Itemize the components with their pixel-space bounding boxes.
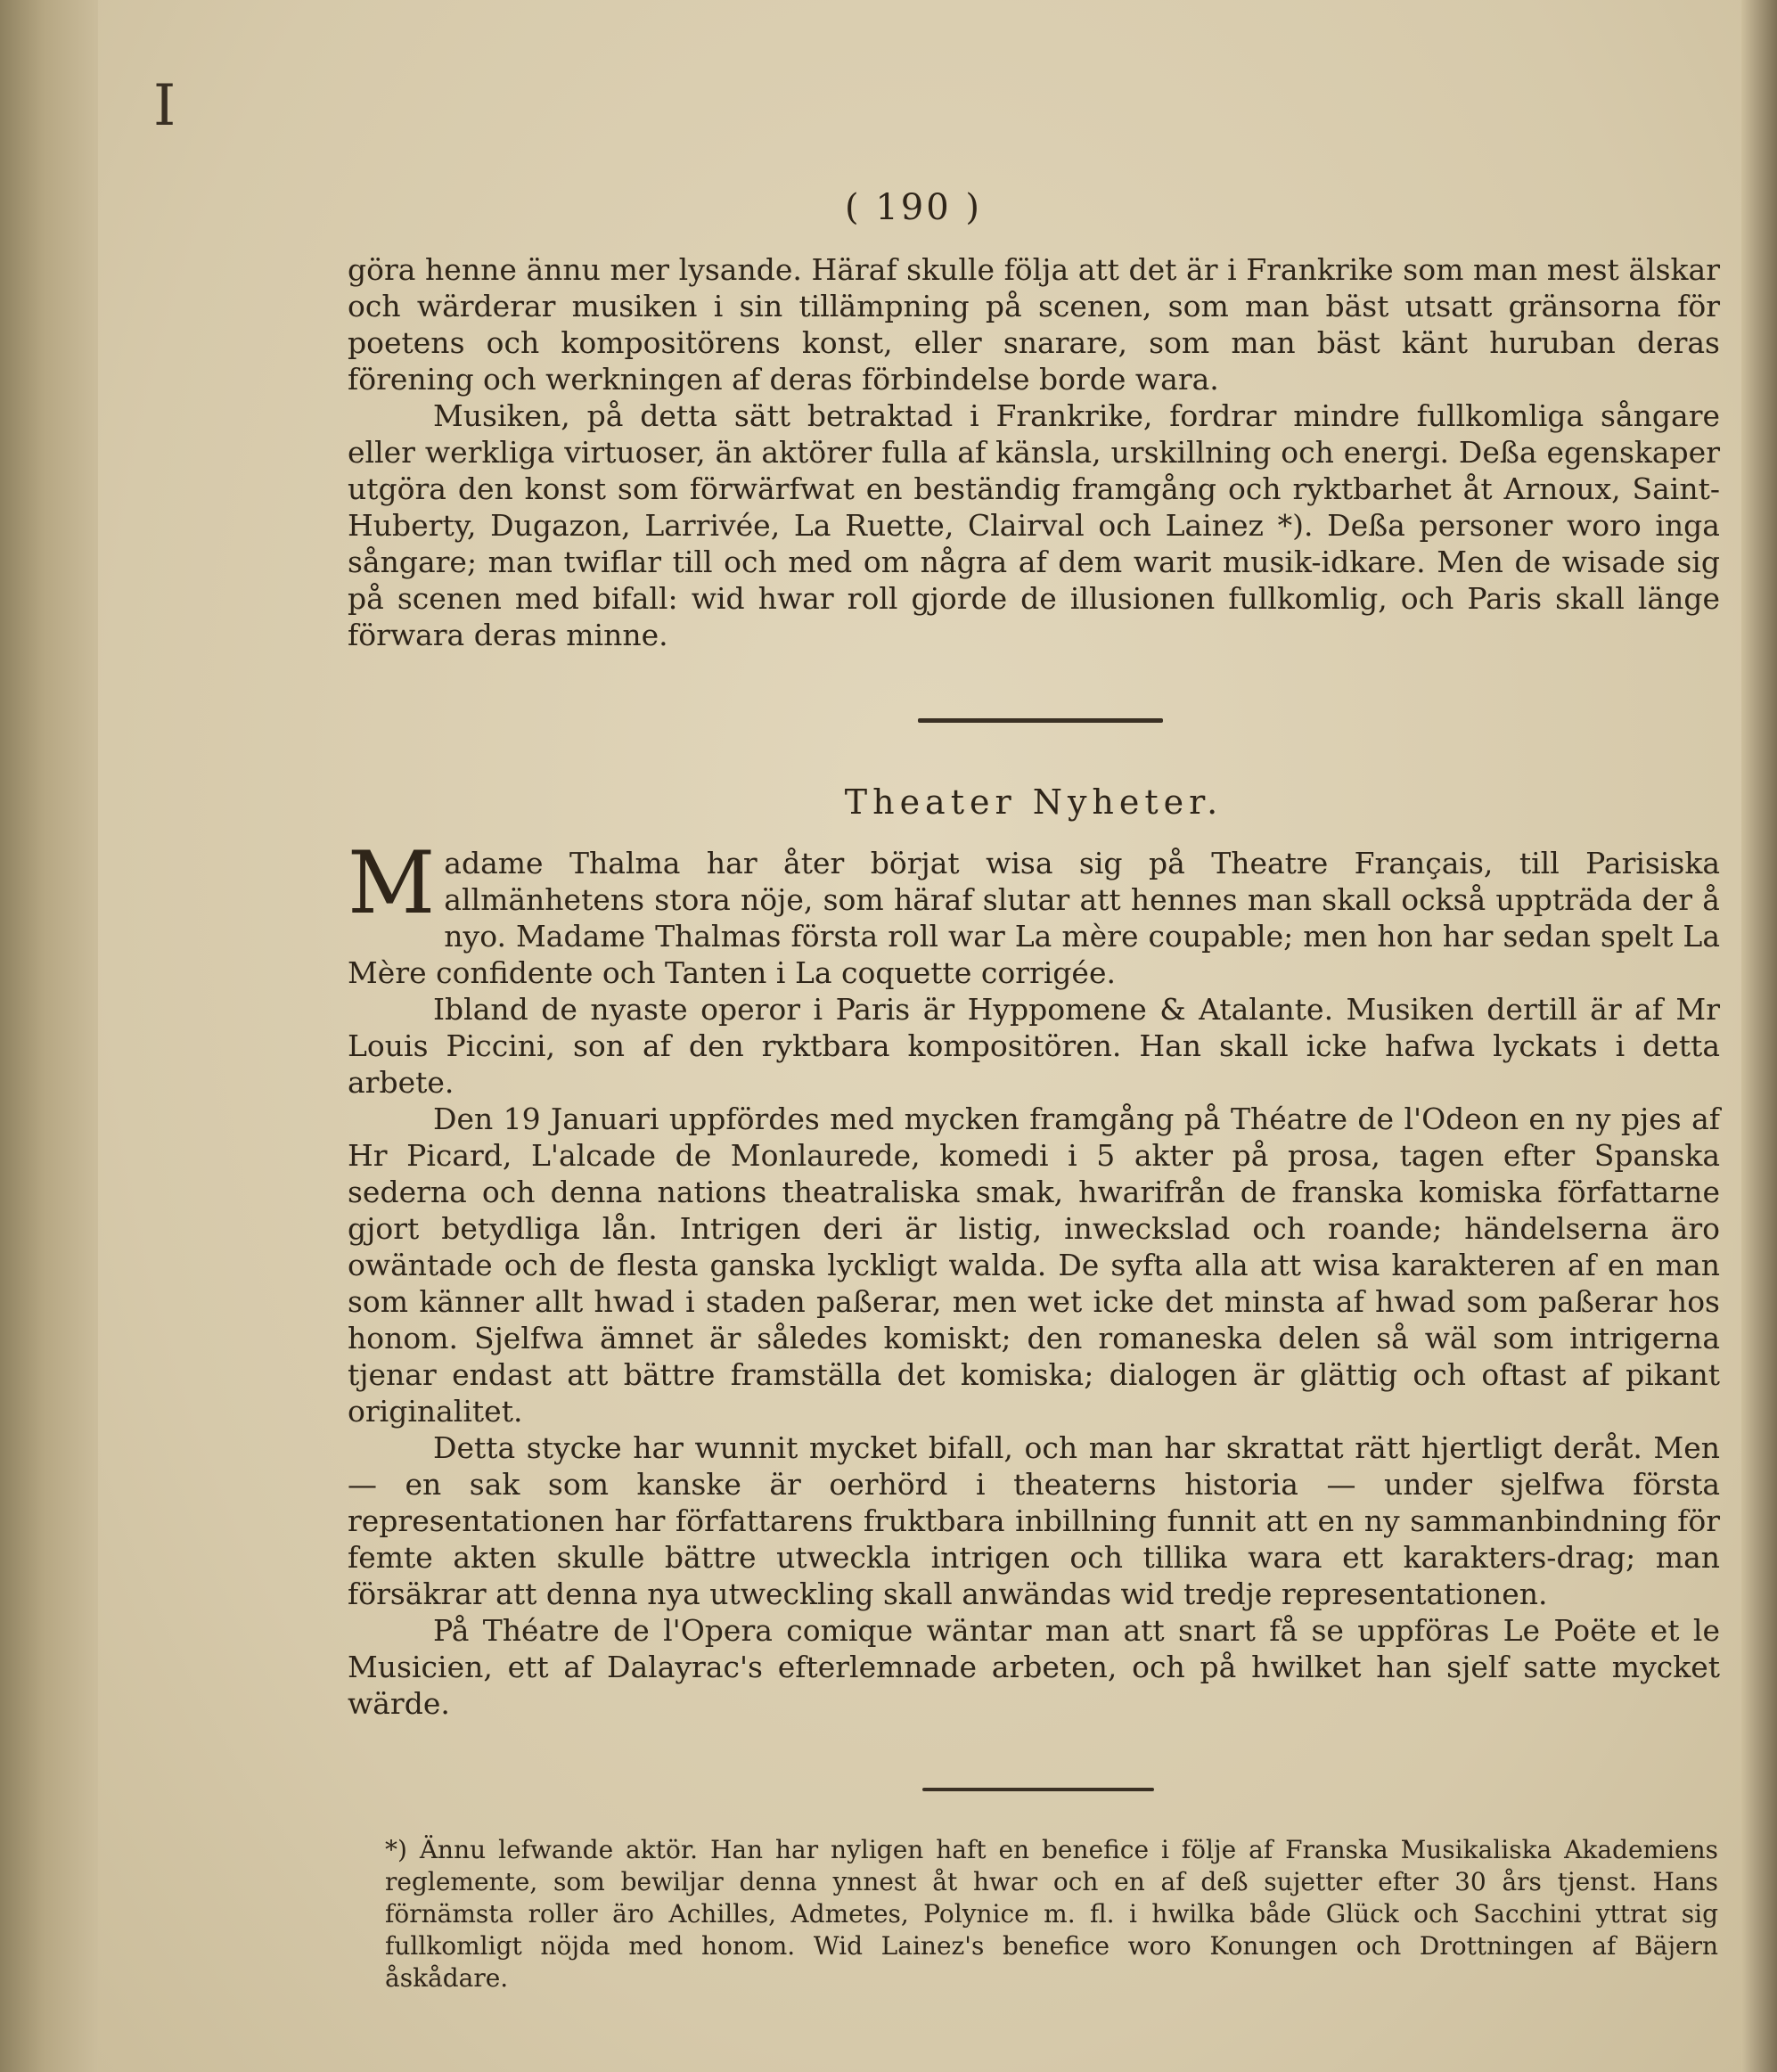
paragraph: Musiken, på detta sätt betraktad i Frankrike, fordrar mindre fullkomliga sångare eller werkliga virtuoser, än aktörer fulla af känsla, urskillning och energi. Deßa egenskaper utgöra den konst som förwärfwat en beständig framgång och ryktbarhet åt Arnoux, Saint-Huberty, Dugazon, Larrivée, La Ruette, Clairval och Lainez *). Deßa personer woro inga sångare; man twiflar till och med om några af dem warit musik-idkare. Men de wisade sig på scenen med bifall: wid hwar roll gjorde de illusionen fullkomlig, och Paris skall länge förwara deras minne. bbox=[348, 398, 1720, 652]
paragraph: Detta stycke har wunnit mycket bifall, och man har skrattat rätt hjertligt deråt. Men — en sak som kanske är oerhörd i theaterns historia — under sjelfwa första representationen har författarens fruktbara inbillning funnit att en ny sammanbindning för femte akten skulle bättre utweckla intrigen och tillika wara ett karakters-drag; man försäkrar att denna nya utweckling skall anwändas wid tredje representationen. bbox=[348, 1430, 1720, 1611]
page-right-edge bbox=[1741, 0, 1777, 2072]
paragraph-text: adame Thalma har åter börjat wisa sig på Theatre Français, till Parisiska allmänhetens stora nöje, som häraf slutar att hennes man skall också uppträda der å nyo. Madame Thalmas första roll war La mère coupable; men hon har sedan spelt La Mère confidente och Tanten i La coquette corrigée. bbox=[348, 846, 1720, 990]
section-divider bbox=[918, 718, 1163, 723]
section-title: Theater Nyheter. bbox=[844, 782, 1224, 822]
footnote: *) Ännu lefwande aktör. Han har nyligen haft en benefice i följe af Franska Musikaliska Akademiens reglemente, som bewiljar denna ynnest åt hwar och en af deß sujetter efter 30 års tjenst. Hans förnämsta roller äro Achilles, Admetes, Polynice m. fl. i hwilka både Glück och Sacchini yttrat sig fullkomligt nöjda med honom. Wid Lainez's benefice woro Konungen och Drottningen af Bäjern åskådare. bbox=[385, 1835, 1718, 1993]
page-number: ( 190 ) bbox=[845, 187, 982, 228]
news-text bbox=[348, 833, 1720, 1722]
paragraph: göra henne ännu mer lysande. Häraf skulle följa att det är i Frankrike som man mest älskar och wärderar musiken i sin tillämpning på scenen, som man bäst utsatt gränsorna för poetens och kompositörens konst, eller snarare, som man bäst känt huruban deras förening och werkningen af deras förbindelse borde wara. bbox=[348, 252, 1720, 397]
paragraph: Ibland de nyaste operor i Paris är Hyppomene & Atalante. Musiken dertill är af Mr Louis Piccini, son af den ryktbara kompositören. Han skall icke hafwa lyckats i detta arbete. bbox=[348, 992, 1720, 1100]
footnote-divider bbox=[922, 1788, 1154, 1791]
paragraph bbox=[348, 833, 1720, 991]
essay-text bbox=[348, 251, 1720, 653]
book-page bbox=[98, 0, 1741, 2072]
drop-cap: M bbox=[348, 833, 436, 933]
margin-mark: I bbox=[153, 73, 176, 139]
page-gutter bbox=[0, 0, 98, 2072]
paragraph: På Théatre de l'Opera comique wäntar man att snart få se uppföras Le Poëte et le Musicien, ett af Dalayrac's efterlemnade arbeten, och på hwilket han sjelf satte mycket wärde. bbox=[348, 1613, 1720, 1721]
paragraph: Den 19 Januari uppfördes med mycken framgång på Théatre de l'Odeon en ny pjes af Hr Picard, L'alcade de Monlaurede, komedi i 5 akter på prosa, tagen efter Spanska sederna och denna nations theatraliska smak, hwarifrån de franska komiska författarne gjort betydliga lån. Intrigen deri är listig, inweckslad och roande; händelserna äro owäntade och de flesta ganska lyckligt walda. De syfta alla att wisa karakteren af en man som känner allt hwad i staden paßerar, men wet icke det minsta af hwad som paßerar hos honom. Sjelfwa ämnet är således komiskt; den romaneska delen så wäl som intrigerna tjenar endast att bättre framställa det komiska; dialogen är glättig och oftast af pikant originalitet. bbox=[348, 1102, 1720, 1429]
